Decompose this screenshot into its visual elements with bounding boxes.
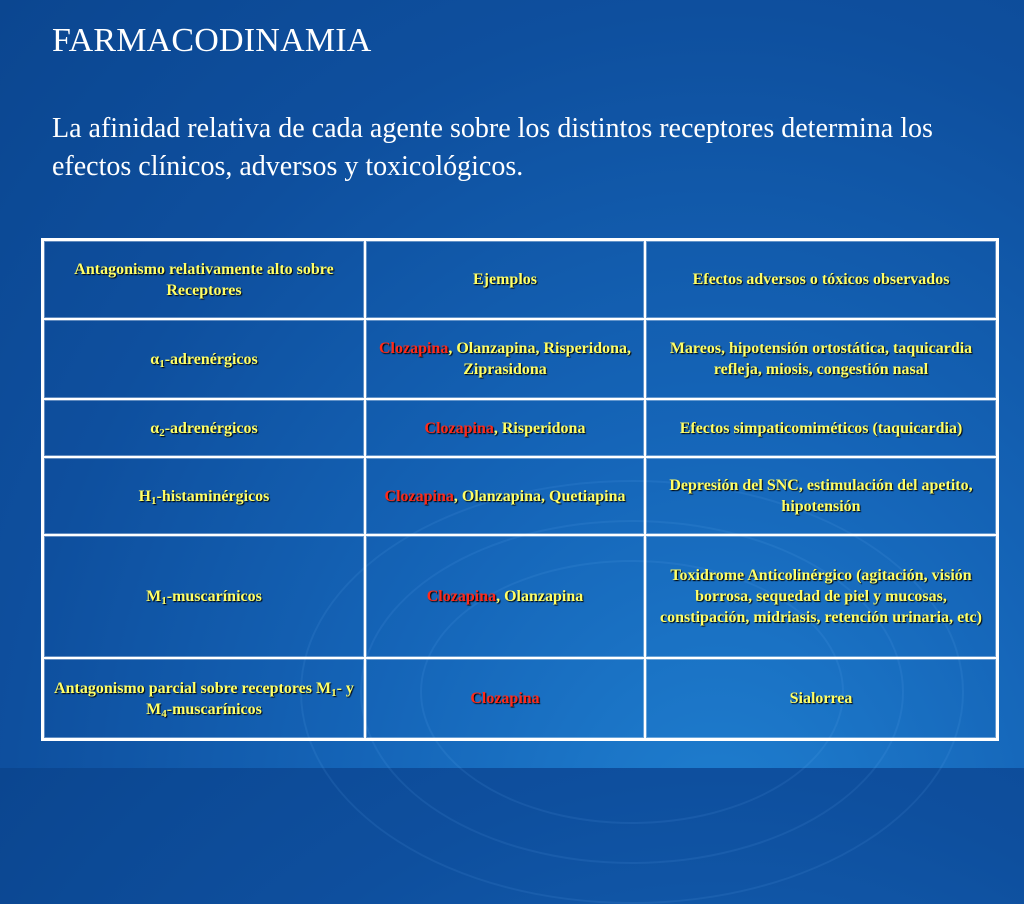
highlighted-drug: Clozapina	[470, 690, 540, 707]
receptor-cell	[43, 535, 365, 658]
header-effects: Efectos adversos o tóxicos observados	[645, 240, 997, 319]
header-examples: Ejemplos	[365, 240, 645, 319]
highlighted-drug: Clozapina	[384, 487, 454, 505]
other-drugs: , Risperidona	[493, 419, 586, 437]
examples-cell	[365, 658, 645, 739]
other-drugs: , Olanzapina	[496, 588, 584, 605]
receptor-table	[41, 238, 999, 741]
receptor-symbol: M	[146, 588, 162, 605]
table-header-row	[43, 240, 997, 319]
receptor-symbol: α	[150, 350, 160, 368]
receptor-symbol: H	[138, 487, 152, 505]
receptor-name: Antagonismo parcial sobre receptores M	[54, 679, 332, 697]
header-receptor: Antagonismo relativamente alto sobre Receptores	[43, 240, 365, 319]
receptor-connector: - y	[336, 679, 354, 697]
receptor-subscript: 1	[331, 686, 337, 699]
table-row	[43, 535, 997, 658]
table-row	[43, 658, 997, 739]
other-drugs: , Olanzapina, Quetiapina	[453, 487, 626, 505]
receptor-name: -adrenérgicos	[164, 419, 258, 437]
slide-title: FARMACODINAMIA	[52, 22, 372, 59]
examples-cell	[365, 535, 645, 658]
receptor-cell	[43, 319, 365, 399]
receptor-name: -histaminérgicos	[156, 487, 270, 505]
effects-cell: Toxidrome Anticolinérgico (agitación, visión borrosa, sequedad de piel y mucosas, constipación, midriasis, retención urinaria, etc)	[645, 535, 997, 658]
other-drugs: , Olanzapina, Risperidona, Ziprasidona	[448, 340, 632, 378]
receptor-name: -muscarínicos	[166, 588, 262, 605]
highlighted-drug: Clozapina	[424, 419, 494, 437]
receptor-subscript: 1	[151, 494, 157, 507]
slide-subtitle: La afinidad relativa de cada agente sobre los distintos receptores determina los efectos clínicos, adversos y toxicológicos.	[52, 113, 933, 182]
table-row	[43, 319, 997, 399]
examples-cell	[365, 457, 645, 535]
receptor-symbol: α	[150, 419, 160, 437]
receptor-symbol: M	[146, 700, 162, 718]
effects-cell: Depresión del SNC, estimulación del apetito, hipotensión	[645, 457, 997, 535]
examples-cell	[365, 399, 645, 457]
receptor-subscript: 2	[159, 426, 165, 439]
highlighted-drug: Clozapina	[426, 588, 497, 605]
receptor-name: -adrenérgicos	[164, 350, 258, 368]
highlighted-drug: Clozapina	[378, 340, 449, 357]
receptor-cell	[43, 399, 365, 457]
receptor-cell	[43, 457, 365, 535]
receptor-cell	[43, 658, 365, 739]
receptor-subscript: 1	[159, 357, 165, 370]
table-row	[43, 457, 997, 535]
effects-cell: Sialorrea	[645, 658, 997, 739]
receptor-subscript: 4	[161, 707, 167, 720]
receptor-name: -muscarínicos	[166, 700, 262, 718]
effects-cell: Mareos, hipotensión ortostática, taquicardia refleja, miosis, congestión nasal	[645, 319, 997, 399]
examples-cell	[365, 319, 645, 399]
effects-cell: Efectos simpaticomiméticos (taquicardia)	[645, 399, 997, 457]
table-row	[43, 399, 997, 457]
receptor-subscript: 1	[161, 595, 167, 607]
